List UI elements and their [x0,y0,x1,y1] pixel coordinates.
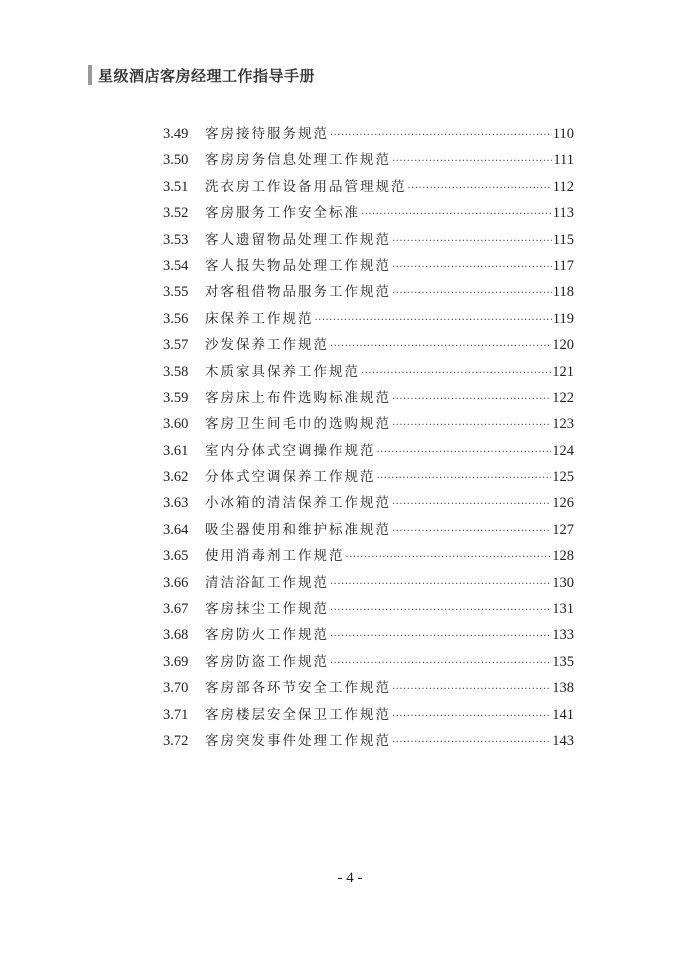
toc-leader-dots [361,361,551,387]
toc-entry-page: 120 [552,337,574,354]
toc-entry-page: 131 [552,601,574,618]
toc-entry[interactable] [163,438,574,464]
toc-entry-title: 清洁浴缸工作规范 [205,574,329,591]
toc-entry-number: 3.50 [163,152,189,169]
toc-entry-title: 客房卫生间毛巾的选购规范 [205,416,391,433]
toc-entry-page: 130 [552,574,574,591]
table-of-contents [163,121,574,754]
toc-entry-number: 3.70 [163,680,189,697]
toc-entry-title: 客房防盗工作规范 [205,653,329,670]
toc-entry-title: 沙发保养工作规范 [205,337,329,354]
toc-entry-number: 3.61 [163,442,189,459]
toc-entry-number: 3.64 [163,521,189,538]
toc-entry-number: 3.52 [163,205,189,222]
toc-entry-title: 洗衣房工作设备用品管理规范 [205,178,407,195]
toc-leader-dots [392,255,552,281]
toc-entry[interactable] [163,253,574,279]
toc-entry-number: 3.57 [163,337,189,354]
toc-leader-dots [392,281,552,307]
toc-leader-dots [392,387,551,413]
toc-entry-number: 3.72 [163,732,189,749]
book-title: 星级酒店客房经理工作指导手册 [98,66,316,85]
toc-entry-title: 客房楼层安全保卫工作规范 [205,706,391,723]
toc-leader-dots [392,229,552,255]
toc-entry-number: 3.53 [163,231,189,248]
toc-entry-title: 分体式空调保养工作规范 [205,469,376,486]
toc-entry-page: 110 [552,126,574,142]
toc-entry-title: 小冰箱的清洁保养工作规范 [205,495,391,512]
toc-leader-dots [408,176,552,202]
toc-entry-number: 3.59 [163,389,189,406]
toc-leader-dots [392,492,551,518]
toc-entry-page: 143 [552,732,574,749]
toc-leader-dots [392,519,551,545]
toc-entry-number: 3.54 [163,257,189,274]
toc-entry-page: 126 [552,495,574,512]
toc-entry[interactable] [163,728,574,754]
toc-leader-dots [361,202,552,228]
toc-entry-number: 3.49 [163,126,189,142]
toc-entry-number: 3.63 [163,495,189,512]
toc-entry-page: 128 [552,548,574,565]
toc-entry-title: 对客租借物品服务工作规范 [205,284,391,301]
toc-entry-page: 121 [552,363,574,380]
toc-entry-title: 客房房务信息处理工作规范 [205,152,391,169]
running-header [88,64,315,86]
toc-entry-title: 使用消毒剂工作规范 [205,548,345,565]
toc-entry-number: 3.58 [163,363,189,380]
toc-entry[interactable] [163,411,574,437]
toc-entry-page: 138 [552,680,574,697]
toc-entry-number: 3.69 [163,653,189,670]
toc-entry-title: 客人报失物品处理工作规范 [205,257,391,274]
toc-entry-title: 木质家具保养工作规范 [205,363,360,380]
toc-entry-page: 118 [552,284,574,301]
toc-entry-number: 3.66 [163,574,189,591]
toc-leader-dots [346,545,552,571]
toc-entry-number: 3.62 [163,469,189,486]
toc-entry-page: 125 [552,469,574,486]
toc-entry-number: 3.55 [163,284,189,301]
toc-entry-title: 客房部各环节安全工作规范 [205,680,391,697]
toc-entry[interactable] [163,675,574,701]
toc-leader-dots [330,334,551,360]
toc-entry-page: 113 [552,205,574,222]
toc-entry-number: 3.65 [163,548,189,565]
page-number: - 4 - [337,870,363,886]
toc-entry[interactable] [163,279,574,305]
toc-entry[interactable] [163,227,574,253]
toc-entry[interactable] [163,517,574,543]
toc-leader-dots [330,651,551,677]
toc-entry-title: 客人遗留物品处理工作规范 [205,231,391,248]
toc-leader-dots [392,730,551,756]
toc-entry-page: 111 [553,152,574,169]
toc-entry-number: 3.71 [163,706,189,723]
toc-leader-dots [377,440,552,466]
toc-entry[interactable] [163,702,574,728]
toc-leader-dots [330,123,552,149]
toc-entry-number: 3.56 [163,310,189,327]
toc-entry-number: 3.60 [163,416,189,433]
toc-entry[interactable] [163,332,574,358]
toc-leader-dots [392,704,551,730]
toc-entry-page: 115 [552,231,574,248]
toc-entry-number: 3.67 [163,601,189,618]
toc-entry-title: 客房抹尘工作规范 [205,601,329,618]
toc-entry-title: 客房突发事件处理工作规范 [205,732,391,749]
toc-entry[interactable] [163,174,574,200]
toc-entry-page: 133 [552,627,574,644]
toc-entry[interactable] [163,490,574,516]
toc-entry[interactable] [163,649,574,675]
toc-entry[interactable] [163,570,574,596]
toc-leader-dots [392,413,551,439]
toc-entry-page: 141 [552,706,574,723]
toc-leader-dots [330,572,551,598]
toc-entry[interactable] [163,596,574,622]
toc-entry[interactable] [163,385,574,411]
toc-entry-page: 112 [552,178,574,195]
toc-leader-dots [330,624,551,650]
toc-entry[interactable] [163,306,574,332]
toc-entry-page: 123 [552,416,574,433]
toc-entry-page: 124 [552,442,574,459]
header-marker-bar [88,65,92,85]
toc-leader-dots [330,598,551,624]
toc-entry[interactable] [163,464,574,490]
toc-entry-page: 127 [552,521,574,538]
toc-entry-page: 122 [552,389,574,406]
toc-entry[interactable] [163,121,574,147]
toc-entry-number: 3.68 [163,627,189,644]
toc-entry[interactable] [163,147,574,173]
toc-leader-dots [377,466,552,492]
toc-entry-page: 117 [552,257,574,274]
toc-entry-title: 客房床上布件选购标准规范 [205,389,391,406]
toc-leader-dots [392,149,552,175]
toc-entry-title: 吸尘器使用和维护标准规范 [205,521,391,538]
toc-leader-dots [392,677,551,703]
toc-entry-title: 床保养工作规范 [205,310,314,327]
toc-entry[interactable] [163,359,574,385]
toc-entry[interactable] [163,622,574,648]
toc-leader-dots [315,308,552,334]
toc-entry[interactable] [163,543,574,569]
toc-entry-title: 室内分体式空调操作规范 [205,442,376,459]
toc-entry-page: 119 [552,310,574,327]
toc-entry[interactable] [163,200,574,226]
toc-entry-title: 客房防火工作规范 [205,627,329,644]
toc-entry-title: 客房服务工作安全标准 [205,205,360,222]
toc-entry-number: 3.51 [163,178,189,195]
toc-entry-title: 客房接待服务规范 [205,126,329,142]
toc-entry-page: 135 [552,653,574,670]
